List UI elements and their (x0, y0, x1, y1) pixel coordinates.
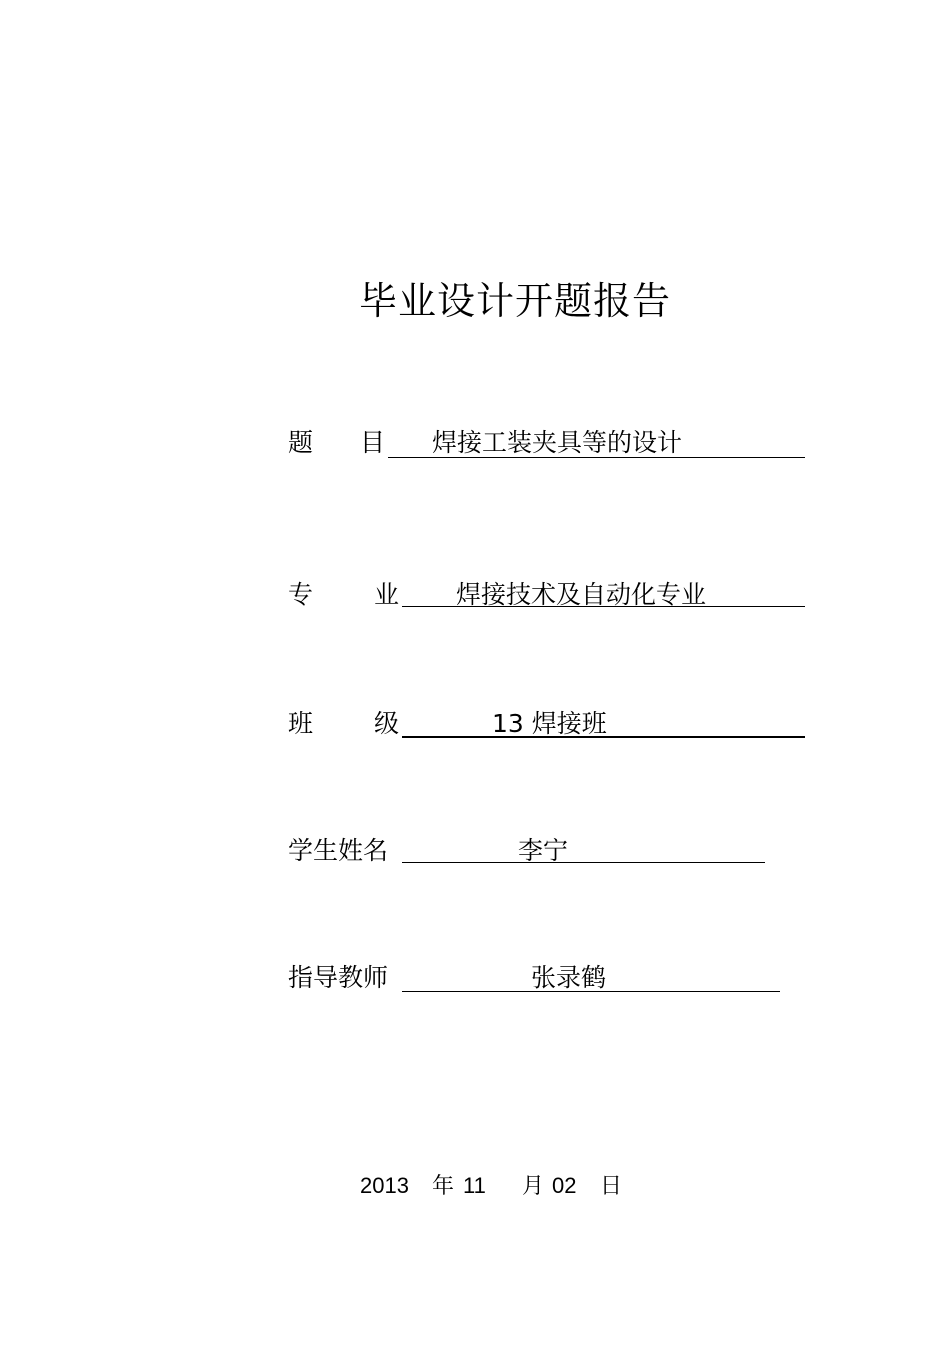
field-major-label-char-2: 业 (374, 580, 400, 609)
field-topic-label-char-2: 目 (360, 428, 386, 457)
field-student-name-value: 李宁 (518, 836, 569, 865)
field-class-label-char-1: 班 (288, 709, 314, 738)
field-advisor-label: 指导教师 (288, 963, 389, 992)
date-month: 11 (463, 1173, 486, 1198)
date-year: 2013 (360, 1173, 409, 1198)
field-topic-value: 焊接工装夹具等的设计 (432, 428, 683, 457)
date-day: 02 (552, 1173, 577, 1198)
field-topic-label-char-1: 题 (288, 428, 314, 457)
field-class-value: 13 焊接班 (492, 709, 607, 738)
page-title: 毕业设计开题报告 (358, 279, 671, 323)
date-day-unit: 日 (600, 1173, 623, 1198)
field-major-value: 焊接技术及自动化专业 (456, 580, 707, 609)
date-year-unit: 年 (432, 1173, 455, 1198)
field-major-label-char-1: 专 (288, 580, 314, 609)
field-class-label-char-2: 级 (374, 709, 400, 738)
date-month-unit: 月 (522, 1173, 545, 1198)
field-student-name-underline (402, 862, 765, 863)
field-student-name-label: 学生姓名 (288, 836, 389, 865)
field-advisor-value: 张录鹤 (531, 963, 607, 992)
